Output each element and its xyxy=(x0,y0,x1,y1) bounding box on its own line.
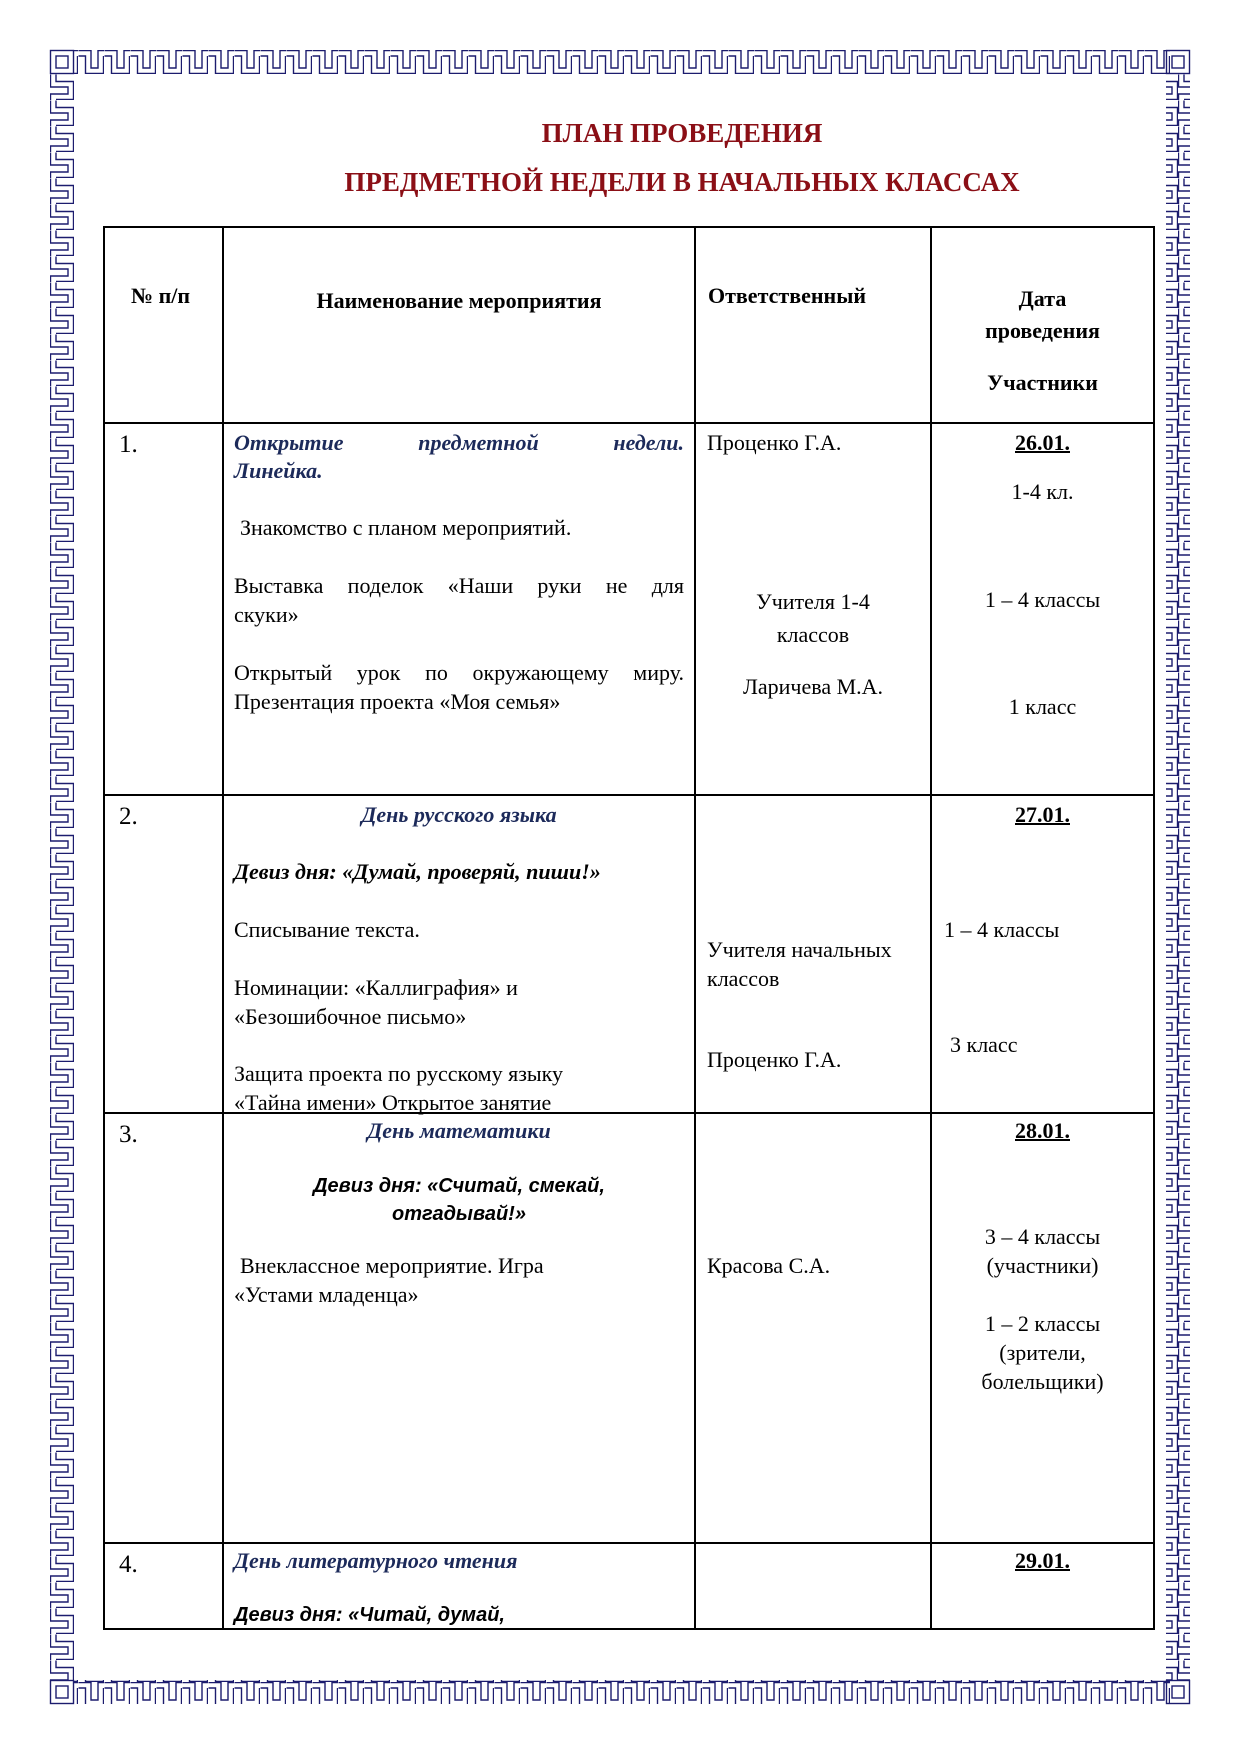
event-plan-table xyxy=(103,226,1155,1630)
header-date-line2: проведения xyxy=(985,318,1100,343)
responsible-person-cont: классов xyxy=(707,966,780,991)
header-num-label: № п/п xyxy=(131,283,191,308)
responsible-person-cont: классов xyxy=(776,622,850,647)
participants: 3 класс xyxy=(950,1032,1018,1057)
page-title-line1: ПЛАН ПРОВЕДЕНИЯ xyxy=(541,118,823,148)
row-num-label: 4. xyxy=(119,1551,138,1578)
event-motto: Девиз дня: «Считай, смекай, xyxy=(313,1175,605,1197)
event-motto: Девиз дня: «Читай, думай, xyxy=(234,1604,505,1626)
row-responsible xyxy=(695,1543,931,1629)
responsible-person: Красова С.А. xyxy=(707,1253,831,1278)
participants: 1 – 2 классы xyxy=(984,1311,1101,1336)
event-motto-cont: отгадывай!» xyxy=(392,1203,526,1225)
participants-note: (зрители, xyxy=(999,1340,1086,1365)
participants: 3 – 4 классы xyxy=(984,1224,1101,1249)
page-title-line2: ПРЕДМЕТНОЙ НЕДЕЛИ В НАЧАЛЬНЫХ КЛАССАХ xyxy=(344,167,1020,197)
responsible-person: Проценко Г.А. xyxy=(707,430,842,455)
row-date xyxy=(931,1113,1154,1543)
row-event xyxy=(223,1113,695,1543)
row-num xyxy=(104,1543,223,1629)
row-date xyxy=(931,1543,1154,1629)
event-date: 26.01. xyxy=(1015,430,1070,455)
table-header-row xyxy=(104,227,1154,423)
table-row xyxy=(104,1543,1154,1629)
row-num xyxy=(104,795,223,1113)
participants: 1 – 4 классы xyxy=(944,917,1060,942)
header-responsible-label: Ответственный xyxy=(708,283,867,308)
row-num-label: 2. xyxy=(119,803,138,830)
event-item: Списывание текста. xyxy=(234,917,420,942)
event-title: Открытие предметной недели. xyxy=(234,430,684,455)
event-item: Открытый урок по окружающему миру. xyxy=(234,660,684,685)
participants: 1 – 4 классы xyxy=(984,587,1101,612)
header-participants: Участники xyxy=(987,370,1098,395)
participants: 1-4 кл. xyxy=(1011,479,1074,504)
participants-note: (участники) xyxy=(986,1253,1099,1278)
event-item: Внеклассное мероприятие. Игра xyxy=(240,1253,544,1278)
header-date-line1: Дата xyxy=(1018,286,1067,311)
event-item: Выставка поделок «Наши руки не для xyxy=(234,573,684,598)
event-item: «Устами младенца» xyxy=(234,1282,419,1307)
event-motto: Девиз дня: «Думай, проверяй, пиши!» xyxy=(234,859,601,884)
row-num xyxy=(104,1113,223,1543)
row-date xyxy=(931,795,1154,1113)
header-date xyxy=(931,227,1154,423)
event-title: День математики xyxy=(367,1118,551,1143)
header-name xyxy=(223,227,695,423)
table-row xyxy=(104,795,1154,1113)
row-responsible xyxy=(695,795,931,1113)
responsible-person: Учителя начальных xyxy=(707,937,892,962)
header-num xyxy=(104,227,223,423)
row-date xyxy=(931,423,1154,795)
event-date: 28.01. xyxy=(1015,1118,1070,1143)
table-row xyxy=(104,1113,1154,1543)
event-item: скуки» xyxy=(234,602,299,627)
event-title: День литературного чтения xyxy=(234,1548,518,1573)
event-title: День русского языка xyxy=(361,802,557,827)
event-item: Защита проекта по русскому языку xyxy=(234,1061,564,1086)
row-event xyxy=(223,423,695,795)
event-date: 29.01. xyxy=(1015,1548,1070,1573)
participants-note: болельщики) xyxy=(981,1369,1104,1394)
row-num-label: 1. xyxy=(119,431,138,458)
event-item: «Тайна имени» Открытое занятие xyxy=(234,1090,552,1115)
event-item: Знакомство с планом мероприятий. xyxy=(240,515,572,540)
header-responsible xyxy=(695,227,931,423)
event-item: Презентация проекта «Моя семья» xyxy=(234,689,561,714)
responsible-person: Проценко Г.А. xyxy=(707,1047,842,1072)
event-item: Номинации: «Каллиграфия» и xyxy=(234,975,518,1000)
row-num xyxy=(104,423,223,795)
row-event xyxy=(223,795,695,1113)
event-item: «Безошибочное письмо» xyxy=(234,1004,467,1029)
responsible-person: Учителя 1-4 xyxy=(756,589,870,614)
row-num-label: 3. xyxy=(119,1121,138,1148)
event-title-cont: Линейка. xyxy=(234,458,323,483)
row-responsible xyxy=(695,423,931,795)
table-row xyxy=(104,423,1154,795)
row-event xyxy=(223,1543,695,1629)
event-date: 27.01. xyxy=(1015,802,1070,827)
participants: 1 класс xyxy=(1008,694,1077,719)
header-name-label: Наименование мероприятия xyxy=(316,288,602,313)
responsible-person: Ларичева М.А. xyxy=(742,674,884,699)
row-responsible xyxy=(695,1113,931,1543)
